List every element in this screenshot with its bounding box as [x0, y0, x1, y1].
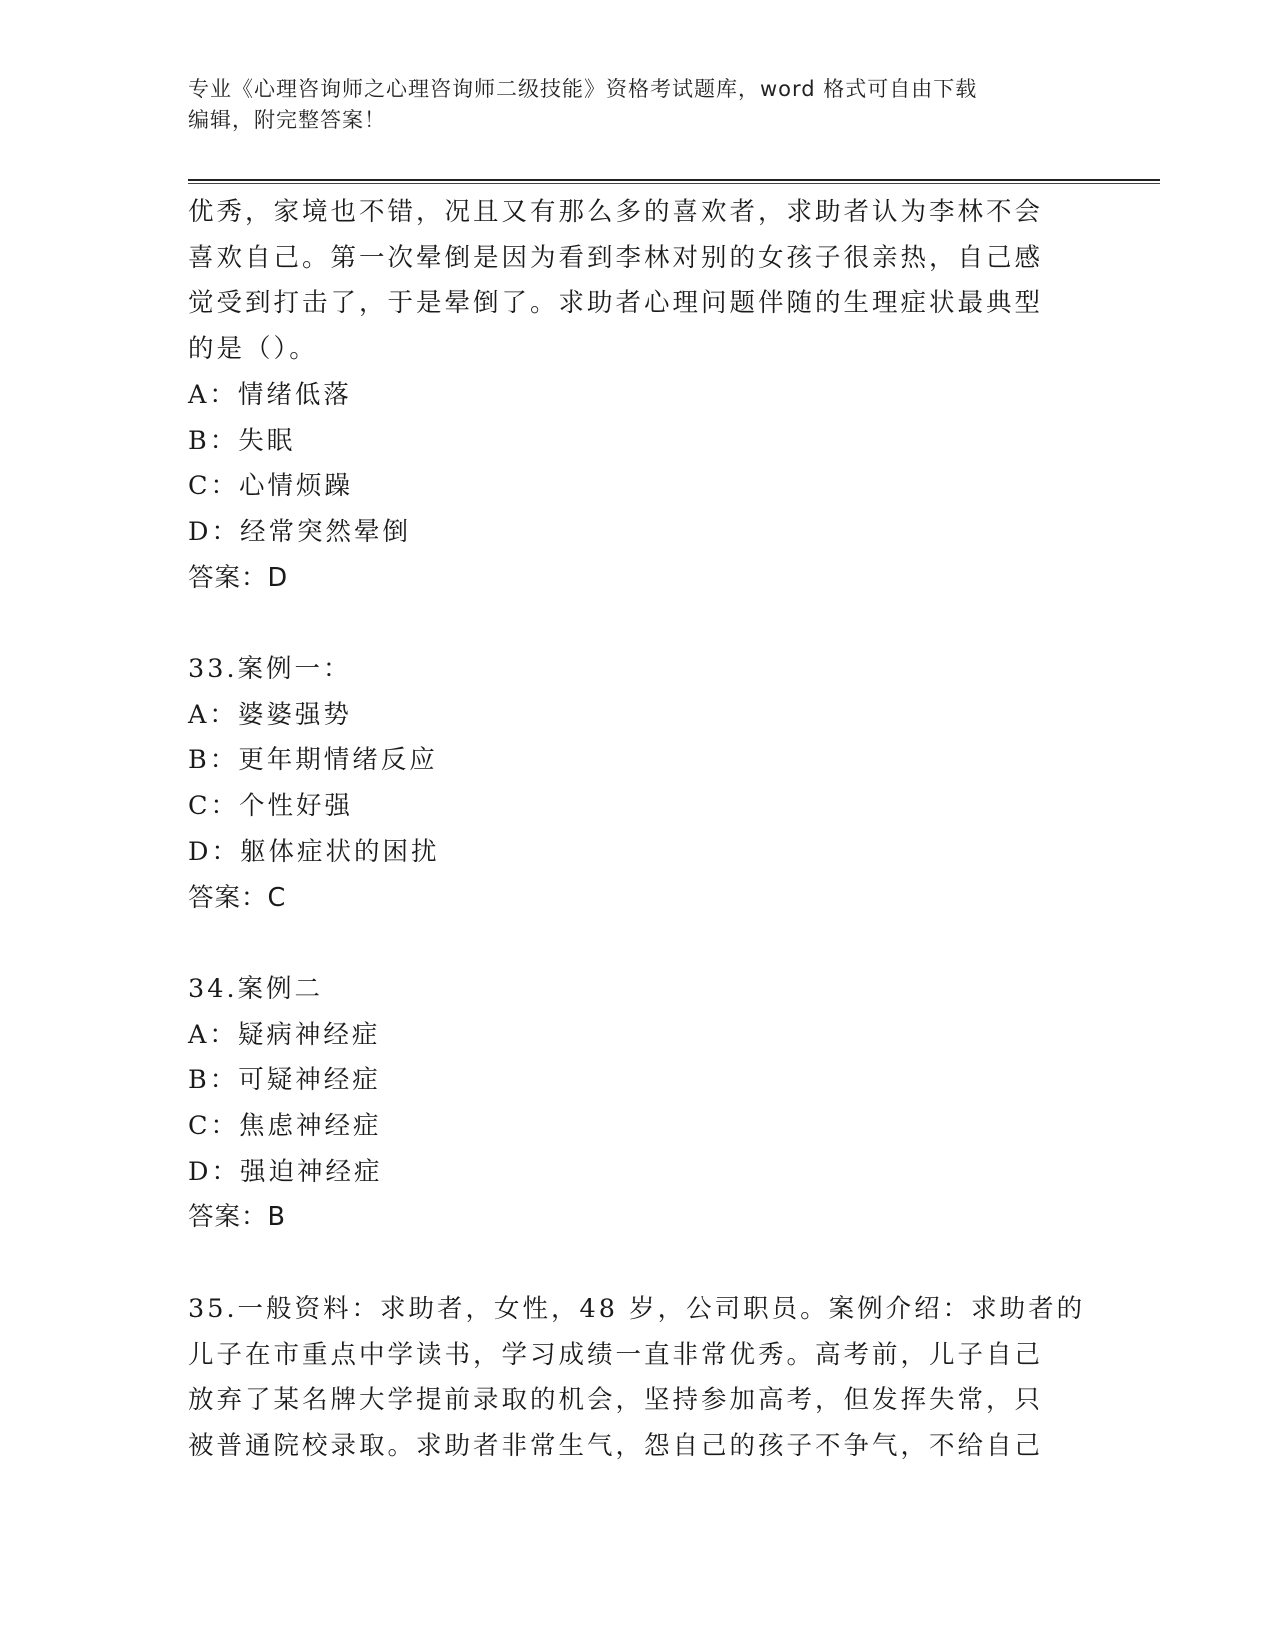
q33-option-c: C：个性好强: [188, 791, 354, 822]
header-divider-thick: [188, 179, 1160, 181]
q34-option-a: A：疑病神经症: [188, 1019, 381, 1050]
q32-stem-line: 觉受到打击了，于是晕倒了。求助者心理问题伴随的生理症状最典型: [188, 288, 1044, 319]
q32-option-a: A：情绪低落: [188, 379, 352, 410]
spacer: [188, 601, 1088, 647]
q32-stem-line: 喜欢自己。第一次晕倒是因为看到李林对别的女孩子很亲热，自己感: [188, 242, 1044, 273]
q34-option-c: C：焦虑神经症: [188, 1111, 382, 1142]
q33-option-a: A：婆婆强势: [188, 699, 352, 730]
q33-answer: 答案：C: [188, 882, 287, 913]
q33-option-b: B：更年期情绪反应: [188, 745, 438, 776]
q33-stem: 33.案例一：: [188, 654, 352, 685]
q35-stem-line: 儿子在市重点中学读书，学习成绩一直非常优秀。高考前，儿子自己: [188, 1339, 1044, 1370]
q32-stem-line: 优秀，家境也不错，况且又有那么多的喜欢者，求助者认为李林不会: [188, 197, 1044, 227]
header-line-2: 编辑，附完整答案！: [188, 108, 386, 132]
q34-option-b: B：可疑神经症: [188, 1065, 381, 1096]
q35-stem-line: 被普通院校录取。求助者非常生气，怨自己的孩子不争气，不给自己: [188, 1430, 1044, 1461]
q32-answer: 答案：D: [188, 562, 289, 593]
q35-stem-line: 35.一般资料：求助者，女性，48 岁，公司职员。案例介绍：求助者的: [188, 1293, 1086, 1324]
question-content: [188, 190, 1088, 1470]
q32-option-b: B：失眠: [188, 425, 296, 456]
q32-option-c: C：心情烦躁: [188, 471, 354, 502]
q32-option-d: D：经常突然晕倒: [188, 516, 411, 547]
q34-stem: 34.案例二: [188, 973, 324, 1004]
page-header: [188, 74, 1068, 136]
header-divider-thin: [188, 183, 1160, 184]
q34-answer: 答案：B: [188, 1202, 286, 1233]
q34-option-d: D：强迫神经症: [188, 1156, 383, 1187]
q32-stem-line: 的是（）。: [188, 334, 318, 365]
q35-stem-line: 放弃了某名牌大学提前录取的机会，坚持参加高考，但发挥失常，只: [188, 1385, 1044, 1416]
q33-option-d: D：躯体症状的困扰: [188, 836, 440, 867]
header-line-1: 专业《心理咨询师之心理咨询师二级技能》资格考试题库，word 格式可自由下载: [188, 77, 978, 101]
spacer: [188, 921, 1088, 967]
spacer: [188, 1241, 1088, 1287]
